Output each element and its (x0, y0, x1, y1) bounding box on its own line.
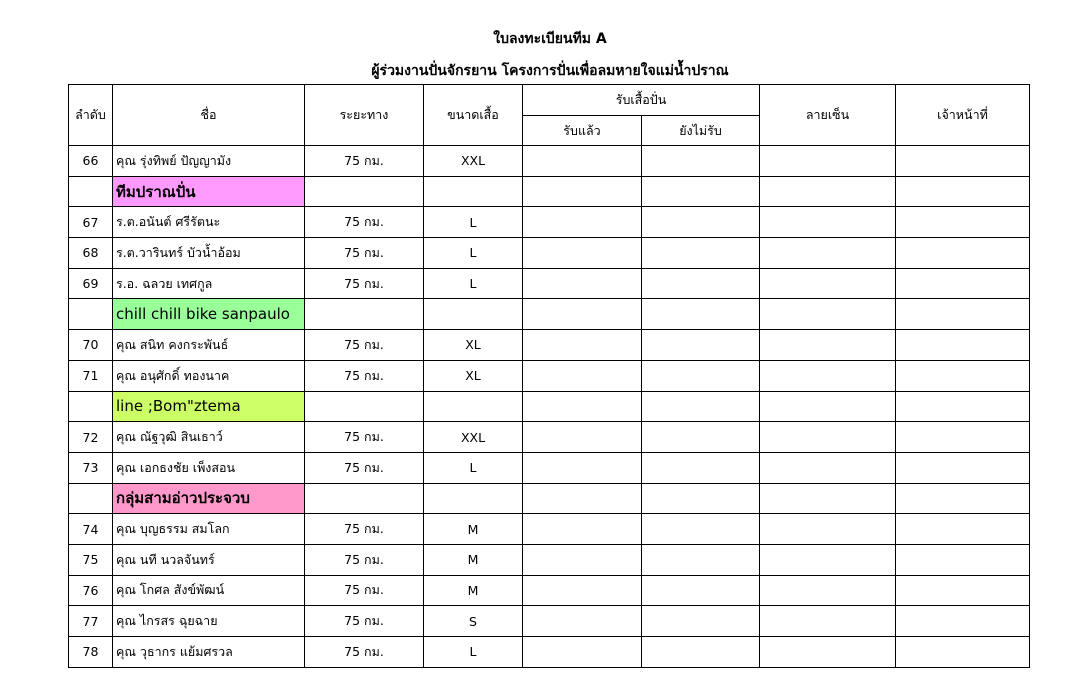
cell-received (523, 360, 642, 391)
cell-not-received (642, 146, 760, 177)
cell-signature (760, 606, 896, 637)
cell-not-received (642, 606, 760, 637)
cell-no: 73 (69, 452, 113, 483)
table-header (69, 85, 1030, 146)
empty-cell (760, 176, 896, 207)
cell-name: ร.ต.วารินทร์ บัวน้ำอ้อม (113, 238, 305, 269)
cell-officer (896, 330, 1030, 361)
empty-cell (896, 299, 1030, 330)
cell-officer (896, 637, 1030, 668)
header-officer: เจ้าหน้าที่ (896, 85, 1030, 146)
cell-officer (896, 360, 1030, 391)
cell-distance: 75 กม. (305, 207, 424, 238)
empty-cell (642, 176, 760, 207)
empty-cell (642, 299, 760, 330)
cell-name: คุณ ไกรสร ฉุยฉาย (113, 606, 305, 637)
header-receive-shirt: รับเสื้อปั่น (523, 85, 760, 116)
cell-name: คุณ สนิท คงกระพันธ์ (113, 330, 305, 361)
empty-cell (305, 483, 424, 514)
registration-table (68, 84, 1030, 668)
cell-not-received (642, 268, 760, 299)
cell-no: 67 (69, 207, 113, 238)
cell-distance: 75 กม. (305, 360, 424, 391)
cell-distance: 75 กม. (305, 422, 424, 453)
empty-cell (424, 176, 523, 207)
empty-cell (305, 391, 424, 422)
table-row (69, 452, 1030, 483)
cell-officer (896, 606, 1030, 637)
header-not-received: ยังไม่รับ (642, 116, 760, 146)
cell-distance: 75 กม. (305, 330, 424, 361)
cell-not-received (642, 330, 760, 361)
table-row (69, 544, 1030, 575)
cell-signature (760, 637, 896, 668)
cell-no: 66 (69, 146, 113, 177)
group-label: ทีมปราณปั่น (113, 176, 305, 207)
cell-name: คุณ วุธากร แย้มศรวล (113, 637, 305, 668)
cell-no (69, 483, 113, 514)
cell-signature (760, 514, 896, 545)
cell-shirt-size: M (424, 575, 523, 606)
cell-signature (760, 238, 896, 269)
header-signature: ลายเซ็น (760, 85, 896, 146)
cell-received (523, 238, 642, 269)
cell-no: 68 (69, 238, 113, 269)
group-row (69, 391, 1030, 422)
cell-shirt-size: XXL (424, 146, 523, 177)
table-row (69, 330, 1030, 361)
table-row (69, 268, 1030, 299)
group-label: chill chill bike sanpaulo (113, 299, 305, 330)
cell-not-received (642, 360, 760, 391)
cell-distance: 75 กม. (305, 544, 424, 575)
empty-cell (424, 299, 523, 330)
empty-cell (760, 483, 896, 514)
empty-cell (424, 391, 523, 422)
cell-no: 77 (69, 606, 113, 637)
cell-shirt-size: M (424, 514, 523, 545)
cell-not-received (642, 514, 760, 545)
cell-signature (760, 146, 896, 177)
group-label: line ;Bom"ztema (113, 391, 305, 422)
cell-received (523, 452, 642, 483)
cell-name: คุณ บุญธรรม สมโลก (113, 514, 305, 545)
cell-received (523, 146, 642, 177)
cell-distance: 75 กม. (305, 514, 424, 545)
table-row (69, 238, 1030, 269)
empty-cell (896, 176, 1030, 207)
cell-shirt-size: L (424, 268, 523, 299)
table-row (69, 606, 1030, 637)
cell-signature (760, 544, 896, 575)
cell-distance: 75 กม. (305, 146, 424, 177)
cell-officer (896, 575, 1030, 606)
cell-no: 74 (69, 514, 113, 545)
cell-shirt-size: L (424, 452, 523, 483)
cell-shirt-size: XXL (424, 422, 523, 453)
cell-signature (760, 575, 896, 606)
cell-no: 71 (69, 360, 113, 391)
cell-distance: 75 กม. (305, 452, 424, 483)
cell-not-received (642, 238, 760, 269)
cell-shirt-size: S (424, 606, 523, 637)
group-row (69, 483, 1030, 514)
cell-name: คุณ ณัฐวุฒิ สินเธาว์ (113, 422, 305, 453)
empty-cell (424, 483, 523, 514)
empty-cell (896, 391, 1030, 422)
table-row (69, 514, 1030, 545)
cell-shirt-size: L (424, 238, 523, 269)
cell-shirt-size: XL (424, 330, 523, 361)
cell-distance: 75 กม. (305, 575, 424, 606)
cell-signature (760, 330, 896, 361)
document-title: ใบลงทะเบียนทีม A (493, 31, 607, 47)
cell-not-received (642, 422, 760, 453)
header-no: ลำดับ (69, 85, 113, 146)
table-row (69, 360, 1030, 391)
empty-cell (642, 391, 760, 422)
cell-received (523, 575, 642, 606)
cell-officer (896, 544, 1030, 575)
cell-received (523, 637, 642, 668)
cell-distance: 75 กม. (305, 238, 424, 269)
cell-name: คุณ นที นวลจันทร์ (113, 544, 305, 575)
group-label: กลุ่มสามอ่าวประจวบ (113, 483, 305, 514)
empty-cell (305, 176, 424, 207)
table-row (69, 422, 1030, 453)
cell-shirt-size: L (424, 637, 523, 668)
cell-name: คุณ อนุศักดิ์ ทองนาค (113, 360, 305, 391)
cell-not-received (642, 575, 760, 606)
cell-distance: 75 กม. (305, 637, 424, 668)
empty-cell (305, 299, 424, 330)
cell-name: คุณ โกศล สังข์พัฒน์ (113, 575, 305, 606)
cell-name: คุณ เอกธงชัย เพ็งสอน (113, 452, 305, 483)
cell-signature (760, 452, 896, 483)
cell-no (69, 391, 113, 422)
cell-officer (896, 514, 1030, 545)
empty-cell (760, 299, 896, 330)
empty-cell (523, 483, 642, 514)
cell-shirt-size: XL (424, 360, 523, 391)
header-name: ชื่อ (113, 85, 305, 146)
group-row (69, 176, 1030, 207)
empty-cell (642, 483, 760, 514)
cell-signature (760, 207, 896, 238)
table-row (69, 575, 1030, 606)
cell-no: 70 (69, 330, 113, 361)
header-received: รับแล้ว (523, 116, 642, 146)
cell-signature (760, 360, 896, 391)
cell-no (69, 176, 113, 207)
empty-cell (523, 391, 642, 422)
table-row (69, 207, 1030, 238)
cell-received (523, 606, 642, 637)
header-distance: ระยะทาง (305, 85, 424, 146)
table-body (69, 146, 1030, 668)
empty-cell (523, 299, 642, 330)
cell-no: 72 (69, 422, 113, 453)
cell-no: 75 (69, 544, 113, 575)
cell-shirt-size: M (424, 544, 523, 575)
cell-received (523, 544, 642, 575)
cell-not-received (642, 452, 760, 483)
cell-officer (896, 146, 1030, 177)
cell-no (69, 299, 113, 330)
cell-received (523, 207, 642, 238)
empty-cell (896, 483, 1030, 514)
cell-not-received (642, 207, 760, 238)
cell-distance: 75 กม. (305, 606, 424, 637)
table-row (69, 637, 1030, 668)
document-subtitle: ผู้ร่วมงานปั่นจักรยาน โครงการปั่นเพื่อลมหายใจแม่น้ำปราณ (371, 63, 729, 79)
cell-name: ร.อ. ฉลวย เทศกูล (113, 268, 305, 299)
cell-officer (896, 238, 1030, 269)
cell-shirt-size: L (424, 207, 523, 238)
header-shirt-size: ขนาดเสื้อ (424, 85, 523, 146)
cell-distance: 75 กม. (305, 268, 424, 299)
table-row (69, 146, 1030, 177)
cell-officer (896, 452, 1030, 483)
cell-no: 78 (69, 637, 113, 668)
cell-officer (896, 422, 1030, 453)
cell-no: 76 (69, 575, 113, 606)
cell-received (523, 330, 642, 361)
cell-officer (896, 207, 1030, 238)
empty-cell (523, 176, 642, 207)
cell-no: 69 (69, 268, 113, 299)
cell-received (523, 268, 642, 299)
cell-not-received (642, 544, 760, 575)
cell-received (523, 514, 642, 545)
empty-cell (760, 391, 896, 422)
cell-name: ร.ต.อนันต์ ศรีรัตนะ (113, 207, 305, 238)
cell-signature (760, 268, 896, 299)
cell-name: คุณ รุ่งทิพย์ ปัญญามัง (113, 146, 305, 177)
cell-received (523, 422, 642, 453)
cell-not-received (642, 637, 760, 668)
group-row (69, 299, 1030, 330)
cell-signature (760, 422, 896, 453)
cell-officer (896, 268, 1030, 299)
